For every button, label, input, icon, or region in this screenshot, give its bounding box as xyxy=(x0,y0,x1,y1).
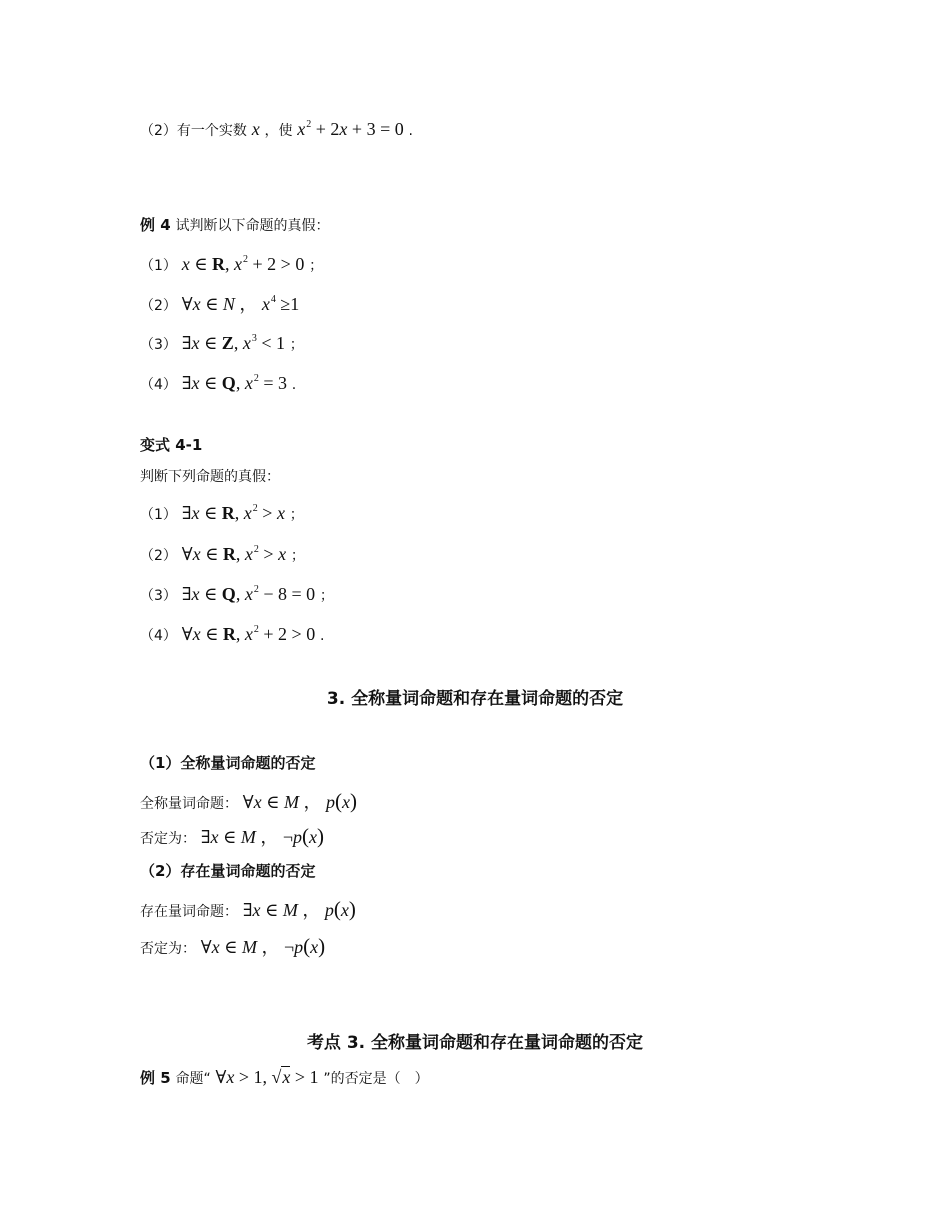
example-4-item-2: （2） ∀x ∈ N ， $x^4 \ge 1$ xyxy=(140,294,300,314)
var-x: x xyxy=(251,119,260,139)
formula: ∀x ∈ M ， p(x) xyxy=(242,789,357,813)
formula: ∃x ∈ Q, $x^2 - 8 = 0$ xyxy=(181,584,316,604)
subheading-existential-negation: （2）存在量词命题的否定 xyxy=(140,862,316,880)
variant-4-1-text: 判断下列命题的真假： xyxy=(140,469,280,485)
universal-proposition: 全称量词命题： ∀x ∈ M ， p(x) xyxy=(140,789,357,813)
example-item-2 xyxy=(140,114,413,142)
section-heading: 3. 全称量词命题和存在量词命题的否定 xyxy=(326,689,624,709)
item-label: （2）有一个实数 xyxy=(140,123,247,139)
example-4-item-3: （3） ∃x ∈ Z, $x^3 < 1$ ； xyxy=(140,333,304,353)
variant-item-4: （4） ∀x ∈ R, $x^2 + 2 > 0$ . xyxy=(140,624,325,644)
equation: $x^2 + 2x + 3 = 0$ xyxy=(297,119,404,139)
item-comma: ，使 xyxy=(264,123,293,139)
variant-item-3: （3） ∃x ∈ Q, $x^2 - 8 = 0$ ； xyxy=(140,584,334,604)
variant-item-1: （1） ∃x ∈ R, $x^2 > x$ ； xyxy=(140,503,304,523)
example-4-text: 试判断以下命题的真假： xyxy=(175,218,330,234)
example-5-title: 例 5 xyxy=(140,1069,171,1087)
formula: ∀x ∈ M ， ¬p(x) xyxy=(200,934,326,958)
existential-proposition: 存在量词命题： ∃x ∈ M ， p(x) xyxy=(140,897,356,921)
variant-item-2: （2） ∀x ∈ R, $x^2 > x$ ； xyxy=(140,544,305,564)
formula: x ∈ R, $x^2 + 2 > 0$ xyxy=(181,254,305,274)
formula: ∃x ∈ Z, $x^3 < 1$ xyxy=(181,333,285,353)
variant-4-1-title: 变式 4-1 xyxy=(140,436,203,454)
formula: ∃x ∈ M ， p(x) xyxy=(242,897,356,921)
formula: ∃x ∈ R, $x^2 > x$ xyxy=(181,503,285,523)
formula: ∃x ∈ M ， ¬p(x) xyxy=(200,824,325,848)
formula: ∀x ∈ R, $x^2 + 2 > 0$ xyxy=(181,624,316,644)
formula: ∀x ∈ N ， $x^4 \ge 1$ xyxy=(181,294,300,314)
formula: ∀x ∈ R, $x^2 > x$ xyxy=(181,544,287,564)
kaodian-heading: 考点 3. 全称量词命题和存在量词命题的否定 xyxy=(306,1033,644,1053)
item-end: . xyxy=(408,123,413,139)
formula: ∀x > 1, √x > 1 xyxy=(215,1067,319,1087)
formula: ∃x ∈ Q, $x^2 = 3$ xyxy=(181,373,287,393)
example-4-item-4: （4） ∃x ∈ Q, $x^2 = 3$ . xyxy=(140,373,297,393)
existential-negation: 否定为： ∀x ∈ M ， ¬p(x) xyxy=(140,934,326,958)
subheading-universal-negation: （1）全称量词命题的否定 xyxy=(140,754,316,772)
example-4-header xyxy=(140,214,329,237)
universal-negation: 否定为： ∃x ∈ M ， ¬p(x) xyxy=(140,824,325,848)
example-5: 例 5 命题“ ∀x > 1, √x > 1 ”的否定是（ ） xyxy=(140,1067,429,1087)
example-4-title: 例 4 xyxy=(140,216,171,234)
example-4-item-1: （1） x ∈ R, $x^2 + 2 > 0$ ； xyxy=(140,254,324,274)
